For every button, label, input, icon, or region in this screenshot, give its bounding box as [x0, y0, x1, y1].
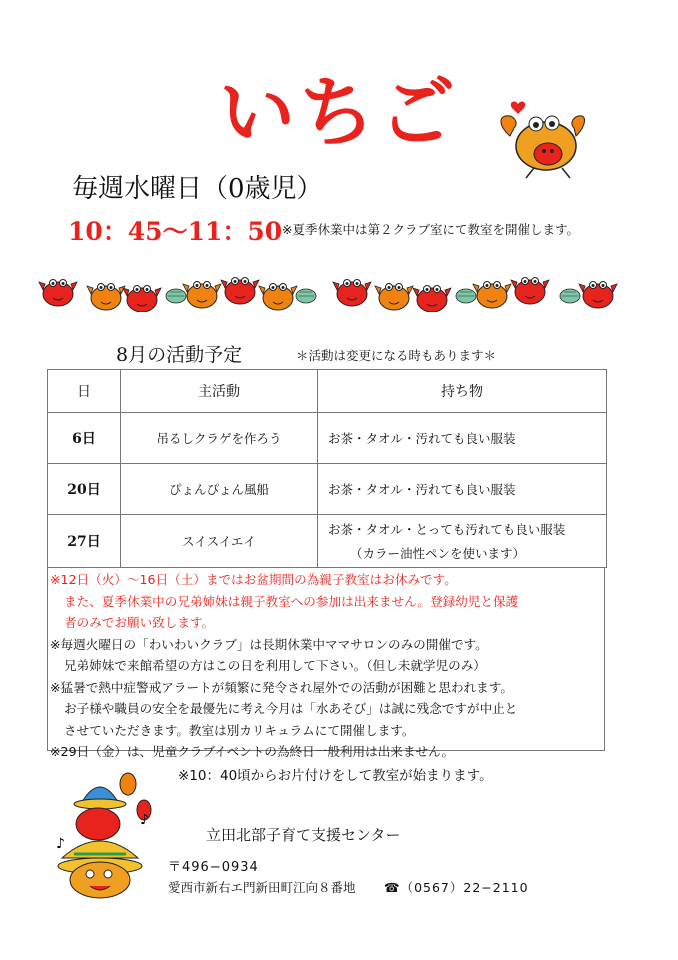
note-obon: ※12日（火）〜16日（土）まではお盆期間の為親子教室はお休みです。	[50, 572, 457, 587]
note-heat-line3: させていただきます。教室は別カリキュラムにて開催します。	[64, 722, 415, 738]
activity-cell: スイスイエイ	[121, 515, 318, 568]
postal-code: 〒496−0934	[168, 860, 259, 875]
maracas-crab-illustration	[52, 762, 162, 902]
day-cell: 27日	[48, 515, 121, 568]
items-cell	[318, 515, 607, 568]
items-sub: （カラー油性ペンを使います）	[350, 546, 526, 561]
music-note-icon: ♪	[56, 836, 65, 852]
address: 愛西市新右エ門新田町江向８番地	[168, 880, 356, 895]
start-time-note: ※10：40頃からお片付けをして教室が始まります。	[178, 768, 493, 784]
summer-venue-note: ※夏季休業中は第２クラブ室にて教室を開催します。	[282, 222, 579, 237]
note-waiwai-club: ※毎週火曜日の「わいわいクラブ」は長期休業中ママサロンのみの開催です。	[50, 636, 488, 652]
plan-title: 8月の活動予定	[116, 344, 243, 366]
note-obon-line2: また、夏季休業中の兄弟姉妹は親子教室への参加は出来ません。登録幼児と保護	[64, 593, 519, 609]
center-name: 立田北部子育て支援センター	[206, 826, 401, 844]
header-activity: 主活動	[121, 370, 318, 413]
note-event-closure: ※29日（金）は、児童クラブイベントの為終日一般利用は出来ません。	[50, 744, 455, 759]
day-cell: 20日	[48, 464, 121, 515]
crab-border-row	[38, 266, 638, 312]
activity-cell: 吊るしクラゲを作ろう	[121, 413, 318, 464]
crab-heart-illustration	[496, 96, 588, 182]
table-row	[48, 464, 607, 515]
table-row	[48, 515, 607, 568]
plan-change-note: ＊活動は変更になる時もあります＊	[296, 348, 497, 363]
items-main: お茶・タオル・とっても汚れても良い服装	[328, 522, 566, 537]
header-day: 日	[48, 370, 121, 413]
maraca-icon	[120, 773, 136, 795]
phone-number: ☎（0567）22−2110	[384, 880, 529, 895]
page-title: いちご	[219, 68, 459, 157]
notes-box	[47, 567, 605, 759]
items-cell: お茶・タオル・汚れても良い服装	[318, 413, 607, 464]
activity-table	[47, 369, 607, 568]
schedule-heading: 毎週水曜日（0歳児）	[72, 174, 323, 204]
music-note-icon: ♪	[140, 812, 149, 828]
note-obon-line3: 者のみでお願い致します。	[64, 615, 215, 630]
table-header-row	[48, 370, 607, 413]
day-cell: 6日	[48, 413, 121, 464]
header-items: 持ち物	[318, 370, 607, 413]
activity-cell: ぴょんぴょん風船	[121, 464, 318, 515]
heart-icon	[511, 101, 525, 114]
class-time: 10：45〜11：50	[68, 217, 283, 246]
note-heat-line2: お子様や職員の安全を最優先に考え今月は「水あそび」は誠に残念ですが中止と	[64, 701, 518, 716]
items-cell: お茶・タオル・汚れても良い服装	[318, 464, 607, 515]
note-waiwai-line2: 兄弟姉妹で来館希望の方はこの日を利用して下さい。（但し未就学児のみ）	[64, 658, 486, 673]
note-heat-alert: ※猛暑で熱中症警戒アラートが頻繁に発令され屋外での活動が困難と思われます。	[50, 679, 513, 695]
table-row	[48, 413, 607, 464]
